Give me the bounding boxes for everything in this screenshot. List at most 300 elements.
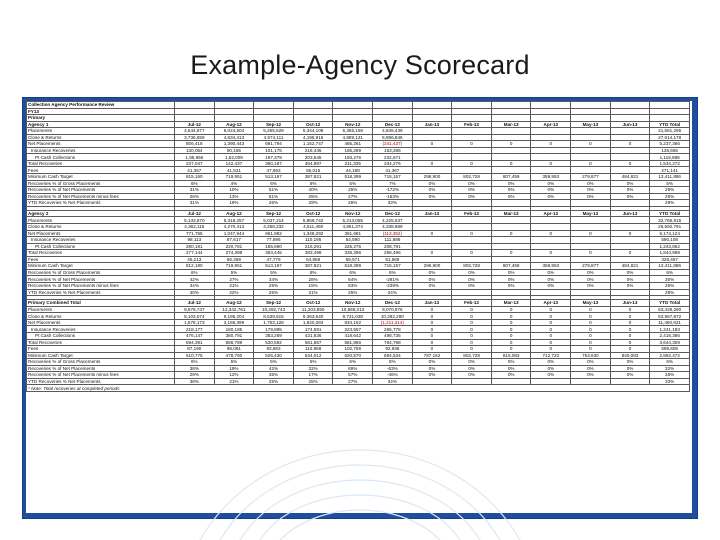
table-cell: 806,418 bbox=[175, 141, 215, 148]
table-cell: -172% bbox=[373, 187, 413, 194]
table-cell: -46% bbox=[373, 372, 413, 379]
row-label: Fees bbox=[27, 167, 175, 174]
table-cell: 31% bbox=[175, 187, 215, 194]
table-cell: 8,103,574 bbox=[175, 313, 215, 320]
table-cell: 40% bbox=[293, 187, 333, 194]
table-cell: 101,175 bbox=[254, 147, 294, 154]
table-cell: 216,445 bbox=[293, 147, 333, 154]
table-cell: 15% bbox=[293, 282, 333, 289]
table-cell: 0% bbox=[610, 276, 650, 283]
table-cell: 0% bbox=[610, 187, 650, 194]
table-cell: 25% bbox=[333, 289, 373, 296]
table-cell: 383,269 bbox=[254, 332, 294, 339]
table-cell: 165,289 bbox=[333, 147, 373, 154]
table-cell: 27% bbox=[333, 378, 373, 385]
row-label: YTD Recoveries % Net Placements bbox=[27, 289, 175, 296]
row-label: Recoveries % of Gross Placements bbox=[27, 359, 175, 366]
month-header: May-13 bbox=[571, 210, 611, 217]
table-cell: 712,722 bbox=[531, 352, 571, 359]
month-header: Apr-13 bbox=[531, 210, 571, 217]
table-cell: 279,877 bbox=[571, 174, 611, 181]
table-cell: 5,255,529 bbox=[254, 128, 294, 135]
table-cell: 28% bbox=[650, 372, 690, 379]
table-cell: 0 bbox=[610, 346, 650, 353]
table-cell: 0% bbox=[452, 180, 492, 187]
table-cell: 1,115,988 bbox=[650, 154, 690, 161]
row-label: Fees bbox=[27, 346, 175, 353]
table-cell: 0 bbox=[571, 306, 611, 313]
table-cell: 26% bbox=[650, 193, 690, 200]
table-cell: 25% bbox=[333, 187, 373, 194]
table-cell: 361,681 bbox=[333, 230, 373, 237]
table-cell: 26% bbox=[175, 193, 215, 200]
row-label: Close & Returns bbox=[27, 313, 175, 320]
table-cell: 4,851,374 bbox=[333, 224, 373, 231]
table-cell: 4,544,877 bbox=[175, 128, 215, 135]
table-cell: 0 bbox=[571, 326, 611, 333]
section-name: Agency 1 bbox=[27, 121, 175, 128]
table-cell: 0 bbox=[610, 141, 650, 148]
table-cell: 0% bbox=[571, 276, 611, 283]
table-cell: 13% bbox=[214, 193, 254, 200]
table-cell: 0% bbox=[531, 365, 571, 372]
table-cell: 13,411,886 bbox=[650, 174, 690, 181]
table-cell: 0% bbox=[610, 269, 650, 276]
table-cell: 0% bbox=[571, 269, 611, 276]
table-cell: 0 bbox=[531, 326, 571, 333]
table-cell: 4,362,115 bbox=[175, 224, 215, 231]
table-cell: 87,190 bbox=[175, 346, 215, 353]
table-cell: 0% bbox=[452, 372, 492, 379]
table-cell: 0 bbox=[452, 319, 492, 326]
table-cell: 193,276 bbox=[333, 154, 373, 161]
row-label: Minimum Cash Target bbox=[27, 263, 175, 270]
table-cell: 5% bbox=[333, 180, 373, 187]
table-cell: 0 bbox=[531, 230, 571, 237]
table-cell: 581,866 bbox=[333, 339, 373, 346]
table-cell: 11,203,850 bbox=[293, 306, 333, 313]
table-cell: 0 bbox=[452, 141, 492, 148]
row-label: Pt Cash Collections bbox=[27, 243, 175, 250]
row-label: YTD Recoveries % Net Placements bbox=[27, 200, 175, 207]
table-cell: 1,243,862 bbox=[650, 243, 690, 250]
table-cell: 33% bbox=[373, 200, 413, 207]
table-cell: 9,363,640 bbox=[293, 313, 333, 320]
table-cell: 153,286 bbox=[373, 147, 413, 154]
table-cell: 225,275 bbox=[333, 243, 373, 250]
table-cell: 0 bbox=[491, 313, 531, 320]
table-cell: 185,890 bbox=[254, 243, 294, 250]
table-cell: 387,821 bbox=[293, 263, 333, 270]
table-cell: 0 bbox=[571, 230, 611, 237]
table-cell: 58,571 bbox=[333, 256, 373, 263]
table-cell: 17% bbox=[293, 372, 333, 379]
table-cell: 0 bbox=[412, 313, 452, 320]
fiscal-year: FY13 bbox=[27, 108, 175, 115]
table-cell: 0 bbox=[610, 339, 650, 346]
table-cell: 10,292,743 bbox=[254, 306, 294, 313]
table-cell: 0 bbox=[452, 339, 492, 346]
table-cell: 0 bbox=[412, 306, 452, 313]
slide-title: Example-Agency Scorecard bbox=[190, 50, 530, 80]
table-cell: 484,821 bbox=[610, 263, 650, 270]
table-cell: 110,958 bbox=[293, 346, 333, 353]
month-header: Feb-13 bbox=[452, 121, 492, 128]
table-cell: 358,953 bbox=[531, 263, 571, 270]
month-header: Sep-12 bbox=[254, 210, 294, 217]
table-cell: 77,695 bbox=[254, 237, 294, 244]
month-header: Oct-12 bbox=[293, 210, 333, 217]
table-cell: 0 bbox=[610, 313, 650, 320]
table-cell: 1,534,272 bbox=[650, 160, 690, 167]
table-cell: 4,574,111 bbox=[254, 134, 294, 141]
table-cell: 4,195,915 bbox=[293, 134, 333, 141]
table-cell: 30% bbox=[650, 276, 690, 283]
table-cell: 518,399 bbox=[333, 263, 373, 270]
table-cell: 25% bbox=[293, 378, 333, 385]
month-header: Apr-13 bbox=[531, 300, 571, 307]
row-label: Recoveries % of Net Placements minus fees bbox=[27, 282, 175, 289]
table-cell: 0% bbox=[610, 359, 650, 366]
table-cell: 586,789 bbox=[214, 339, 254, 346]
table-cell: 8,539,615 bbox=[254, 313, 294, 320]
table-cell: 387,821 bbox=[293, 174, 333, 181]
table-cell: 0% bbox=[571, 365, 611, 372]
month-header: Nov-12 bbox=[333, 210, 373, 217]
table-cell: 4,338,889 bbox=[373, 224, 413, 231]
table-cell: 28% bbox=[293, 276, 333, 283]
table-cell: 6% bbox=[650, 359, 690, 366]
month-header: Sep-12 bbox=[254, 300, 294, 307]
table-cell: 51,569 bbox=[373, 256, 413, 263]
table-cell: 29% bbox=[650, 200, 690, 207]
primary-label: Primary bbox=[27, 115, 175, 122]
table-cell: 0 bbox=[491, 141, 531, 148]
table-cell: 0 bbox=[610, 319, 650, 326]
table-cell: 0% bbox=[571, 180, 611, 187]
table-cell: (113,352) bbox=[373, 230, 413, 237]
table-cell: 0 bbox=[491, 326, 531, 333]
table-cell: 328,467 bbox=[650, 256, 690, 263]
footnote: * Note: Total recoveries at completed periods bbox=[27, 385, 690, 392]
table-cell: 0 bbox=[452, 332, 492, 339]
table-cell: 0 bbox=[412, 326, 452, 333]
row-label: Recoveries % of Net Placements bbox=[27, 276, 175, 283]
table-cell: 25% bbox=[254, 282, 294, 289]
table-cell: 5,344,108 bbox=[293, 128, 333, 135]
table-cell: 47,779 bbox=[254, 256, 294, 263]
scorecard-table bbox=[26, 101, 690, 392]
table-cell: 1,753,128 bbox=[254, 319, 294, 326]
table-cell: 0% bbox=[531, 282, 571, 289]
table-cell: 35% bbox=[254, 372, 294, 379]
row-label: Insurance Recoveries bbox=[27, 326, 175, 333]
table-cell: 0 bbox=[491, 332, 531, 339]
table-cell: 28% bbox=[650, 289, 690, 296]
table-cell: 0% bbox=[531, 180, 571, 187]
table-cell: 5,133,870 bbox=[175, 217, 215, 224]
table-cell: 211,335 bbox=[333, 160, 373, 167]
table-cell: 691,794 bbox=[254, 141, 294, 148]
row-label: Placements bbox=[27, 128, 175, 135]
table-cell: 0% bbox=[491, 359, 531, 366]
month-header: Mar-13 bbox=[491, 210, 531, 217]
table-cell: 6,174,124 bbox=[650, 230, 690, 237]
table-cell: 1,348,292 bbox=[293, 230, 333, 237]
table-cell: 92,936 bbox=[373, 346, 413, 353]
table-cell: 279,877 bbox=[571, 263, 611, 270]
row-label: Recoveries % of Gross Placements bbox=[27, 180, 175, 187]
table-cell: 5,896,846 bbox=[373, 134, 413, 141]
row-label: Net Placements bbox=[27, 319, 175, 326]
table-cell: 34% bbox=[175, 282, 215, 289]
table-cell: 21% bbox=[214, 378, 254, 385]
table-cell: 476,147 bbox=[175, 332, 215, 339]
row-label: Fees bbox=[27, 256, 175, 263]
table-cell: 4,845,439 bbox=[373, 128, 413, 135]
table-cell: 0% bbox=[412, 180, 452, 187]
table-cell: -238% bbox=[373, 282, 413, 289]
table-cell: 0% bbox=[412, 193, 452, 200]
table-cell: 719,951 bbox=[214, 263, 254, 270]
table-cell: 610,775 bbox=[175, 352, 215, 359]
table-cell: 0 bbox=[610, 160, 650, 167]
month-header: YTD Total bbox=[650, 300, 690, 307]
table-cell: 525,430 bbox=[254, 352, 294, 359]
table-cell: 130,054 bbox=[175, 147, 215, 154]
table-cell: 0% bbox=[610, 282, 650, 289]
table-cell: 787,162 bbox=[412, 352, 452, 359]
table-cell: 0 bbox=[571, 346, 611, 353]
table-cell: 51% bbox=[254, 193, 294, 200]
table-cell: 8% bbox=[373, 269, 413, 276]
table-cell: 5,213,055 bbox=[333, 217, 373, 224]
table-cell: 0% bbox=[491, 187, 531, 194]
table-cell: 98,113 bbox=[175, 237, 215, 244]
table-cell: 0% bbox=[531, 187, 571, 194]
table-cell: 0 bbox=[491, 319, 531, 326]
table-cell: 8% bbox=[293, 269, 333, 276]
table-cell: 0% bbox=[571, 193, 611, 200]
table-cell: 380,791 bbox=[214, 332, 254, 339]
table-cell: 0 bbox=[571, 319, 611, 326]
month-header: Jan-13 bbox=[412, 300, 452, 307]
row-label: Placements bbox=[27, 306, 175, 313]
table-cell: 358,953 bbox=[531, 174, 571, 181]
table-cell: 599,608 bbox=[650, 346, 690, 353]
table-cell: 0% bbox=[452, 187, 492, 194]
table-cell: 431,836 bbox=[293, 332, 333, 339]
table-cell: 334,276 bbox=[373, 160, 413, 167]
table-cell: 197,379 bbox=[254, 154, 294, 161]
row-label: Insurance Recoveries bbox=[27, 147, 175, 154]
table-cell: 0% bbox=[491, 180, 531, 187]
table-cell: 1,241,183 bbox=[650, 326, 690, 333]
table-cell: 3,644,309 bbox=[650, 339, 690, 346]
table-cell: 0% bbox=[491, 276, 531, 283]
table-cell: 216,291 bbox=[293, 243, 333, 250]
table-cell: 40% bbox=[175, 289, 215, 296]
table-cell: 9,731,038 bbox=[333, 313, 373, 320]
month-header: Nov-12 bbox=[333, 121, 373, 128]
table-cell: 834,162 bbox=[333, 319, 373, 326]
table-cell: 1,390,443 bbox=[214, 141, 254, 148]
table-cell: 41,367 bbox=[373, 167, 413, 174]
table-cell: 136,665 bbox=[650, 147, 690, 154]
table-cell: 518,399 bbox=[333, 174, 373, 181]
table-cell: 5% bbox=[254, 359, 294, 366]
table-cell: 0 bbox=[571, 141, 611, 148]
table-cell: 484,821 bbox=[610, 174, 650, 181]
table-cell: 25% bbox=[650, 282, 690, 289]
table-cell: 719,951 bbox=[214, 174, 254, 181]
table-cell: 63% bbox=[333, 282, 373, 289]
table-cell: 0 bbox=[610, 306, 650, 313]
table-cell: 0% bbox=[452, 193, 492, 200]
table-cell: 465,261 bbox=[333, 141, 373, 148]
table-cell: 0 bbox=[491, 160, 531, 167]
table-cell: 5,237,366 bbox=[650, 141, 690, 148]
month-header: Feb-13 bbox=[452, 300, 492, 307]
table-cell: 1,047,844 bbox=[214, 230, 254, 237]
table-cell: 0% bbox=[571, 282, 611, 289]
table-cell: 0 bbox=[571, 332, 611, 339]
row-label: Close & Returns bbox=[27, 134, 175, 141]
table-cell: 34% bbox=[254, 276, 294, 283]
table-cell: 1,95,956 bbox=[175, 154, 215, 161]
row-label: Placements bbox=[27, 217, 175, 224]
table-cell: 0 bbox=[610, 332, 650, 339]
table-cell: 0 bbox=[531, 332, 571, 339]
table-cell: 25% bbox=[254, 378, 294, 385]
table-cell: 0 bbox=[452, 250, 492, 257]
table-cell: -291% bbox=[373, 276, 413, 283]
table-cell: 296,900 bbox=[412, 174, 452, 181]
table-cell: 265,778 bbox=[373, 326, 413, 333]
table-cell: 10,568,213 bbox=[333, 306, 373, 313]
table-cell: 0 bbox=[491, 339, 531, 346]
table-cell: 232,671 bbox=[373, 154, 413, 161]
table-cell: 0% bbox=[452, 276, 492, 283]
table-cell: 6,318,257 bbox=[214, 217, 254, 224]
table-cell: 1,578,173 bbox=[175, 319, 215, 326]
month-header: Jul-12 bbox=[175, 300, 215, 307]
table-cell: 861,982 bbox=[254, 230, 294, 237]
table-cell: 0 bbox=[610, 250, 650, 257]
table-cell: 6% bbox=[175, 359, 215, 366]
month-header: Aug-12 bbox=[214, 210, 254, 217]
table-cell: 32% bbox=[650, 365, 690, 372]
table-cell: 21% bbox=[214, 282, 254, 289]
table-cell: 530,592 bbox=[254, 339, 294, 346]
table-cell: 8% bbox=[293, 180, 333, 187]
table-cell: 55,015 bbox=[293, 167, 333, 174]
table-cell: 0 bbox=[412, 230, 452, 237]
table-cell: 0% bbox=[491, 193, 531, 200]
table-cell: 5,859,742 bbox=[293, 217, 333, 224]
scorecard-frame bbox=[22, 97, 698, 519]
table-cell: 29% bbox=[650, 187, 690, 194]
table-cell: 4,511,450 bbox=[293, 224, 333, 231]
row-label: Minimum Cash Target bbox=[27, 352, 175, 359]
scorecard-sheet bbox=[26, 101, 692, 513]
table-cell: 0 bbox=[571, 339, 611, 346]
month-header: Mar-13 bbox=[491, 121, 531, 128]
table-cell: 807,459 bbox=[491, 174, 531, 181]
table-cell: 26,592,791 bbox=[650, 224, 690, 231]
table-cell: 360,187 bbox=[254, 160, 294, 167]
month-header: Dec-12 bbox=[373, 210, 413, 217]
table-cell: 0 bbox=[491, 306, 531, 313]
table-cell: 63,428,290 bbox=[650, 306, 690, 313]
table-cell: -63% bbox=[373, 365, 413, 372]
table-cell: 0 bbox=[452, 230, 492, 237]
table-cell: 53,967,872 bbox=[650, 313, 690, 320]
table-cell: 0% bbox=[412, 187, 452, 194]
table-cell: 513,167 bbox=[254, 263, 294, 270]
table-cell: 0% bbox=[412, 269, 452, 276]
row-label: YTD Recoveries % Net Placements bbox=[27, 378, 175, 385]
table-cell: 19% bbox=[214, 200, 254, 207]
table-cell: 31,661,295 bbox=[650, 128, 690, 135]
table-cell: 3,166,399 bbox=[214, 319, 254, 326]
table-cell: 9,678,747 bbox=[175, 306, 215, 313]
table-cell: 0% bbox=[452, 359, 492, 366]
table-cell: 0% bbox=[531, 372, 571, 379]
table-cell: 9,070,976 bbox=[373, 306, 413, 313]
month-header: Feb-13 bbox=[452, 210, 492, 217]
table-cell: 0 bbox=[452, 346, 492, 353]
month-header: Jan-13 bbox=[412, 121, 452, 128]
table-cell: 34% bbox=[373, 378, 413, 385]
row-label: Total Recoveries bbox=[27, 160, 175, 167]
table-cell: 102,759 bbox=[333, 346, 373, 353]
table-cell: 0% bbox=[610, 180, 650, 187]
table-cell: 11,460,621 bbox=[650, 319, 690, 326]
table-cell: 90,165 bbox=[214, 147, 254, 154]
month-header: Jul-12 bbox=[175, 210, 215, 217]
table-cell: 110,195 bbox=[293, 237, 333, 244]
month-header: Aug-12 bbox=[214, 300, 254, 307]
table-cell: 142,437 bbox=[214, 160, 254, 167]
table-cell: 27,614,178 bbox=[650, 134, 690, 141]
table-cell: 22% bbox=[214, 289, 254, 296]
table-cell: 12% bbox=[214, 372, 254, 379]
table-cell: 5% bbox=[214, 269, 254, 276]
table-cell: 9,195,204 bbox=[214, 313, 254, 320]
table-cell: 258,496 bbox=[373, 250, 413, 257]
table-cell: 271,141 bbox=[650, 167, 690, 174]
month-header: Jun-13 bbox=[610, 210, 650, 217]
table-cell: 0 bbox=[571, 313, 611, 320]
row-label: Pt Cash Collections bbox=[27, 154, 175, 161]
table-cell: 715,157 bbox=[373, 174, 413, 181]
table-cell: 0% bbox=[571, 187, 611, 194]
table-cell: 93,883 bbox=[254, 346, 294, 353]
table-cell: 87,617 bbox=[214, 237, 254, 244]
table-cell: 0% bbox=[452, 269, 492, 276]
table-cell: 0 bbox=[531, 306, 571, 313]
table-cell: 10,282,290 bbox=[373, 313, 413, 320]
table-cell: 13,411,886 bbox=[650, 263, 690, 270]
table-cell: -153% bbox=[373, 193, 413, 200]
table-cell: 0% bbox=[531, 269, 571, 276]
table-cell: 812,180 bbox=[175, 263, 215, 270]
table-cell: 0 bbox=[571, 250, 611, 257]
table-cell: 0% bbox=[412, 282, 452, 289]
footnote-row bbox=[27, 385, 690, 392]
table-cell: 57% bbox=[333, 372, 373, 379]
